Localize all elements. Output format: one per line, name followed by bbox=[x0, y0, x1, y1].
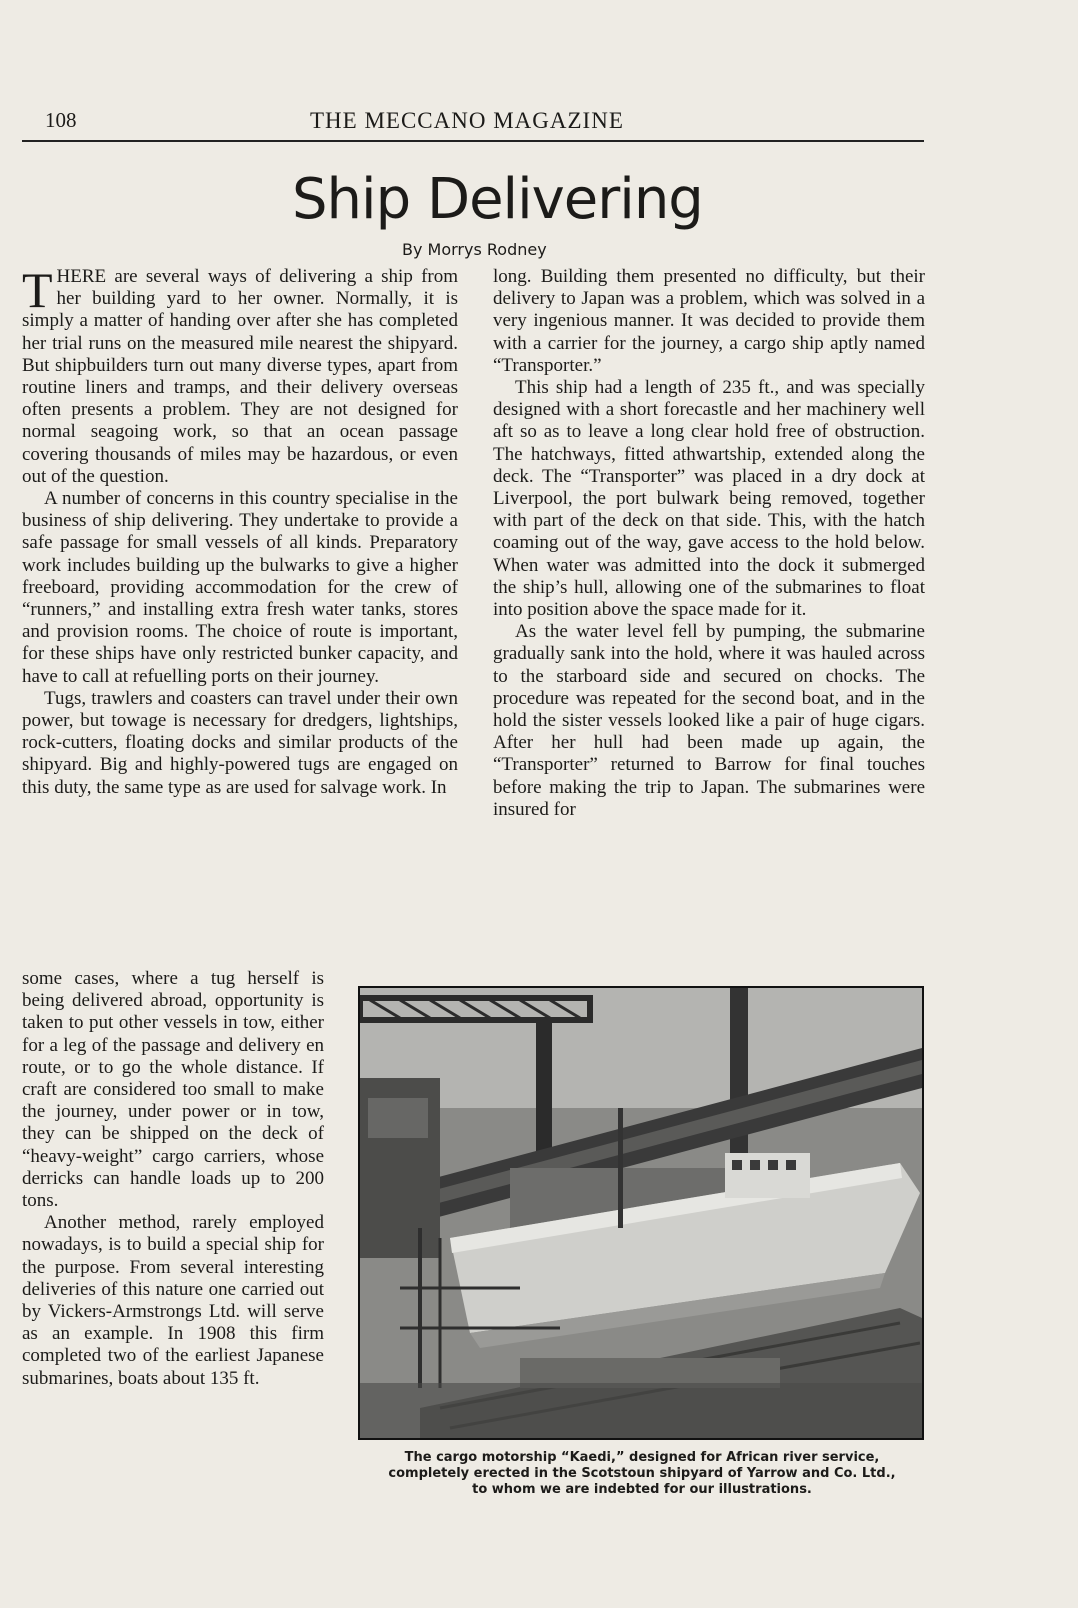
left-narrow-column bbox=[22, 968, 324, 1390]
header-rule bbox=[22, 140, 924, 142]
paragraph: This ship had a length of 235 ft., and was specially designed with a short forecastle and her machinery well aft so as to leave a long clear hold free of obstruction. The hatchways, fitted athwartship, extended along the deck. The “Transporter” was placed in a dry dock at Liverpool, the port bulwark being removed, together with part of the deck on that side. This, with the hatch coaming out of the way, gave access to the hold below. When water was admitted into the dock it submerged the ship’s hull, allowing one of the submarines to float into position above the space made for it. bbox=[493, 377, 925, 621]
article-title: Ship Delivering bbox=[292, 167, 703, 232]
paragraph: some cases, where a tug herself is being delivered abroad, opportunity is taken to put other vessels in tow, either for a leg of the passage and delivery en route, or to go the whole distance. If craft are considered too small to make the journey, under power or in tow, they can be shipped on the deck of “heavy-weight” cargo carriers, whose derricks can handle loads up to 200 tons. bbox=[22, 968, 324, 1212]
left-column bbox=[22, 262, 458, 799]
page-number: 108 bbox=[45, 108, 77, 132]
photo-caption bbox=[356, 1450, 928, 1498]
paragraph: Another method, rarely employed nowadays, is to build a special ship for the purpose. From several interesting deliveries of this nature one carried out by Vickers-Armstrongs Ltd. will serve as an example. In 1908 this firm completed two of the earliest Japanese submarines, boats about 135 ft. bbox=[22, 1212, 324, 1389]
caption-line: completely erected in the Scotstoun shipyard of Yarrow and Co. Ltd., bbox=[388, 1466, 896, 1481]
paragraph bbox=[22, 262, 458, 488]
paragraph: As the water level fell by pumping, the submarine gradually sank into the hold, where it was hauled across to the starboard side and secured on chocks. The procedure was repeated for the second boat, and in the hold the sister vessels looked like a pair of huge cigars. After her hull had been made up again, the “Transporter” returned to Barrow for final touches before making the trip to Japan. The submarines were insured for bbox=[493, 621, 925, 820]
paragraph: long. Building them presented no difficulty, but their delivery to Japan was a problem, which was solved in a very ingenious manner. It was decided to provide them with a carrier for the journey, a cargo ship aptly named “Transporter.” bbox=[493, 266, 925, 376]
caption-line: to whom we are indebted for our illustrations. bbox=[472, 1482, 812, 1497]
drop-cap: T bbox=[22, 262, 53, 318]
paragraph: Tugs, trawlers and coasters can travel under their own power, but towage is necessary for dredgers, lightships, rock-cutters, floating docks and similar products of the shipyard. Big and highly-powered tugs are engaged on this duty, the same type as are used for salvage work. In bbox=[22, 687, 458, 798]
ship-photo-illustration bbox=[360, 988, 922, 1438]
paragraph-text: HERE are several ways of delivering a ship from her building yard to her owner. Normally, it is simply a matter of handing over after she has completed her trial runs on the measured mile nearest the shipyard. But shipbuilders turn out many diverse types, apart from routine liners and tramps, and their delivery overseas often presents a problem. They are not designed for normal seagoing work, so that an ocean passage covering thousands of miles may be hazardous, or even out of the question. bbox=[22, 266, 458, 487]
right-column bbox=[493, 266, 925, 821]
article-byline: By Morrys Rodney bbox=[402, 240, 547, 259]
paragraph: A number of concerns in this country specialise in the business of ship delivering. They undertake to provide a safe passage for small vessels of all kinds. Preparatory work includes building up the bulwarks to give a higher freeboard, providing accommodation for the crew of “runners,” and installing extra fresh water tanks, stores and provision rooms. The choice of route is important, for these ships have only restricted bunker capacity, and have to call at refuelling ports on their journey. bbox=[22, 488, 458, 687]
caption-line: The cargo motorship “Kaedi,” designed for African river service, bbox=[404, 1450, 880, 1465]
ship-photograph bbox=[358, 986, 924, 1440]
magazine-title: THE MECCANO MAGAZINE bbox=[310, 108, 624, 133]
